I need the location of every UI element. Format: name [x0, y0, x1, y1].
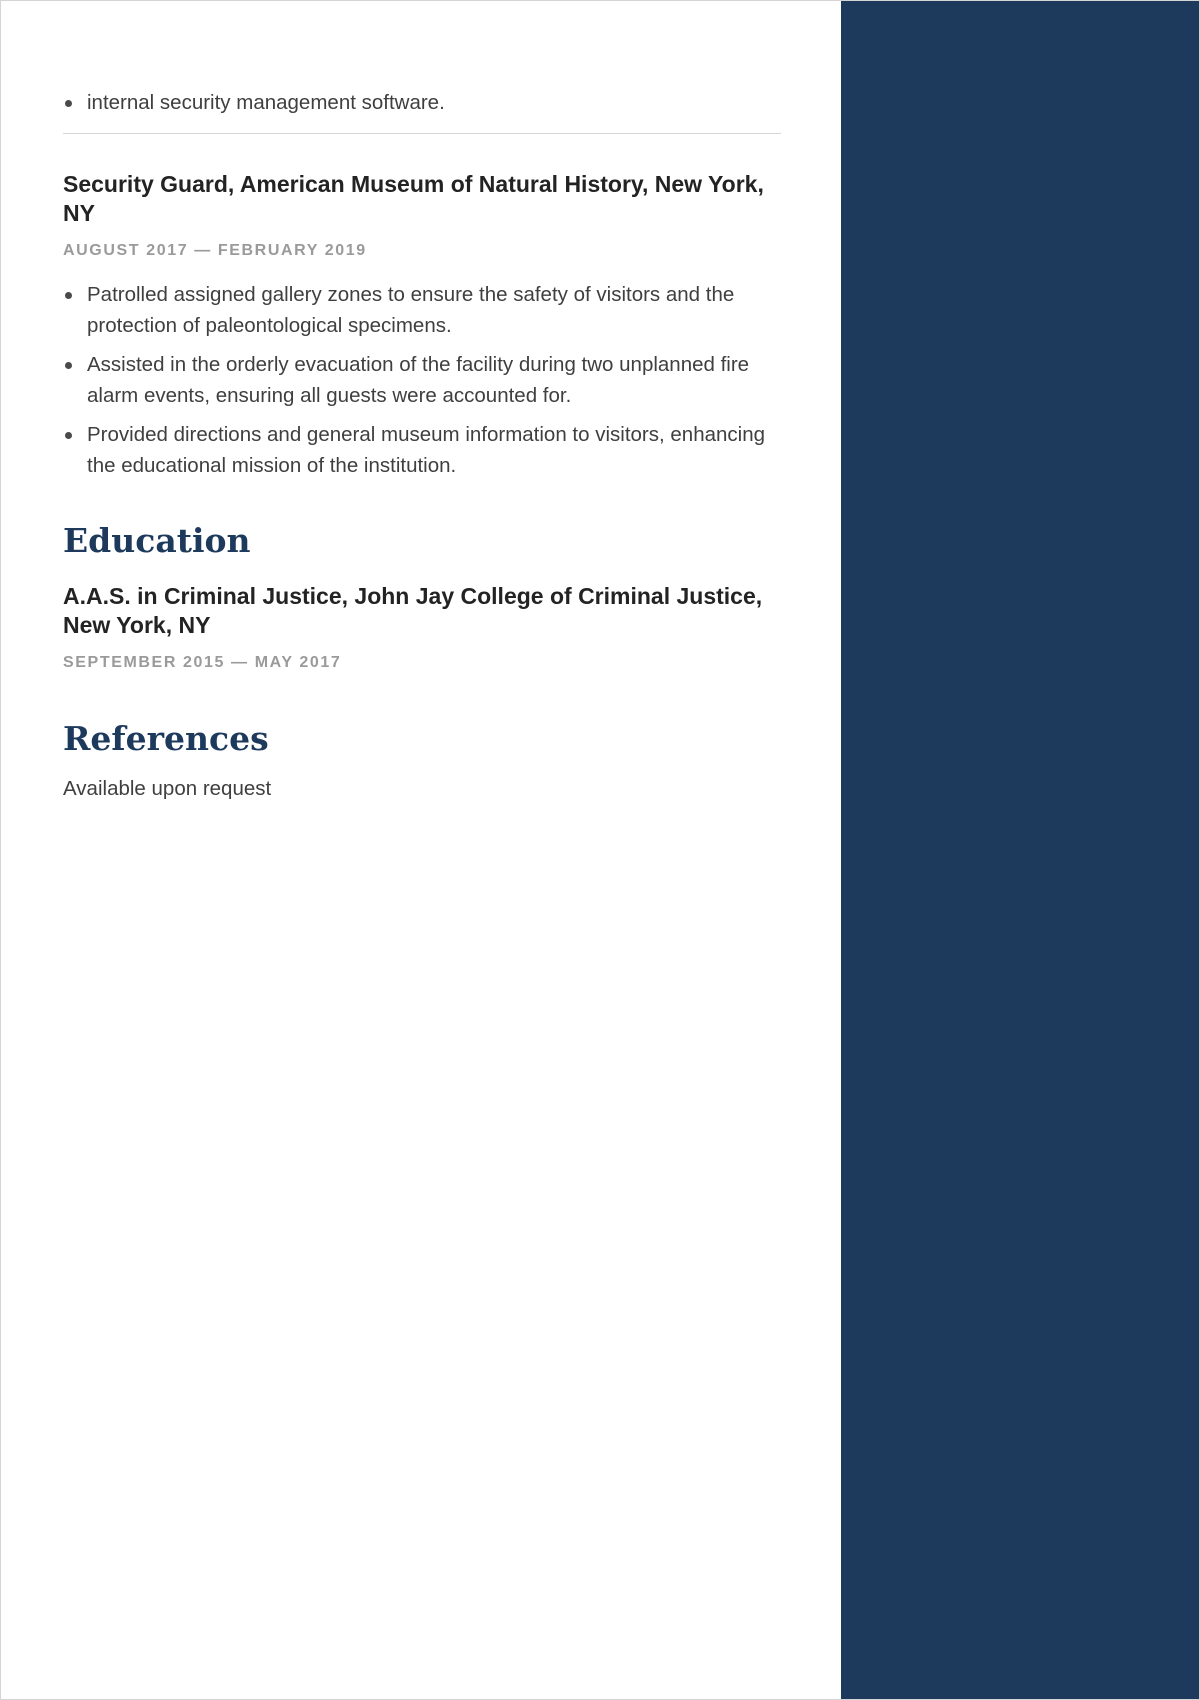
main-column	[63, 87, 781, 803]
list-item: internal security management software.	[63, 87, 781, 118]
education-heading: Education	[63, 521, 251, 560]
references-text: Available upon request	[63, 777, 272, 800]
sidebar-panel	[841, 1, 1199, 1699]
continued-bullet-list	[63, 87, 781, 118]
list-item: Provided directions and general museum information to visitors, enhancing the educational mission of the institution.	[63, 419, 781, 481]
references-section	[63, 719, 781, 803]
section-divider	[63, 133, 781, 134]
experience-entry	[63, 170, 781, 481]
job-title: Security Guard, American Museum of Natural History, New York, NY	[63, 171, 764, 226]
education-dates: SEPTEMBER 2015 — MAY 2017	[63, 654, 342, 671]
job-dates: AUGUST 2017 — FEBRUARY 2019	[63, 242, 367, 259]
degree-title: A.A.S. in Criminal Justice, John Jay College of Criminal Justice, New York, NY	[63, 583, 763, 638]
list-item: Assisted in the orderly evacuation of the facility during two unplanned fire alarm events, ensuring all guests were accounted for.	[63, 349, 781, 411]
references-heading: References	[63, 719, 269, 758]
list-item: Patrolled assigned gallery zones to ensure the safety of visitors and the protection of paleontological specimens.	[63, 279, 781, 341]
job-bullet-list	[63, 279, 781, 481]
education-section	[63, 521, 781, 673]
